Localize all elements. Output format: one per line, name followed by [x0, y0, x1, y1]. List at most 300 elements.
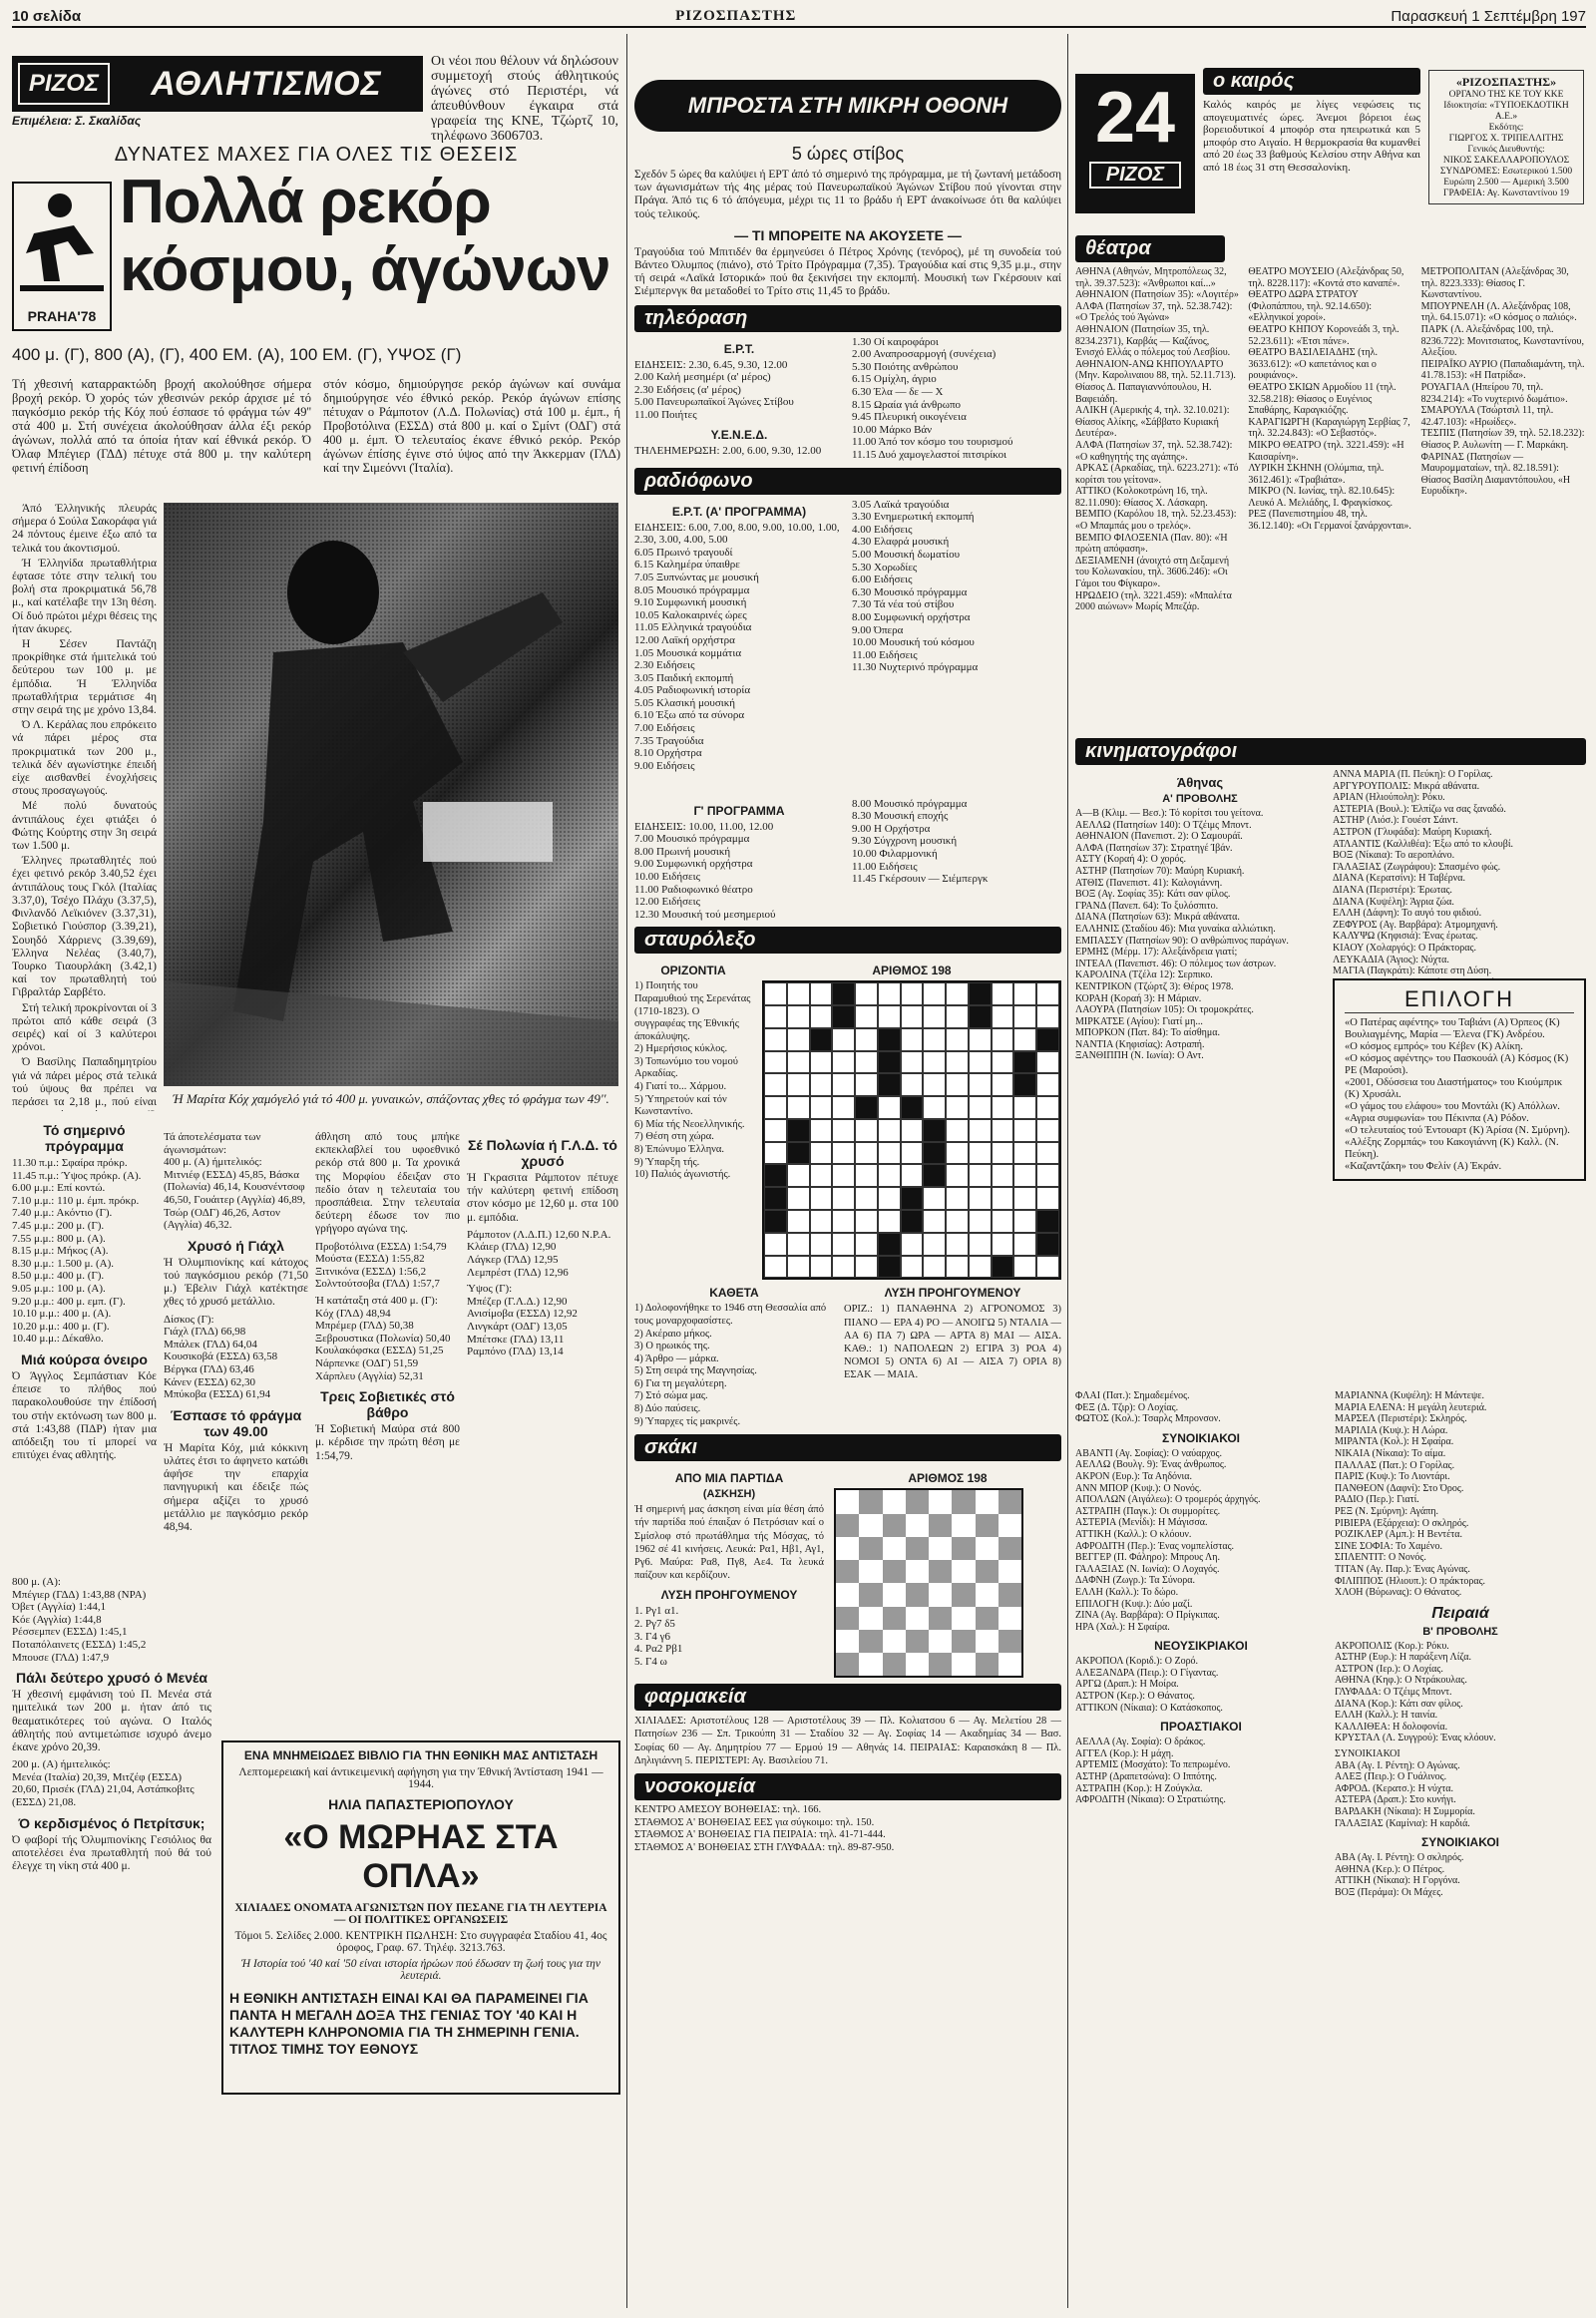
chess-square: [976, 1560, 998, 1583]
crossword-cell[interactable]: [946, 1164, 969, 1187]
crossword-cell[interactable]: [787, 1096, 810, 1119]
chess-square: [952, 1653, 975, 1676]
ad-info: Τόμοι 5. Σελίδες 2.000. ΚΕΝΤΡΙΚΗ ΠΩΛΗΣΗ: Στο συγγραφέα Σταδίου 41, 4ος όροφος, Γραφ. 67. Τηλέφ. 3213.763.: [234, 1930, 607, 1954]
chess-square: [883, 1583, 906, 1606]
ert3-schedule: ΕΙΔΗΣΕΙΣ: 10.00, 11.00, 12.00 7.00 Μουσικό πρόγραμμα 8.00 Πρωινή μουσική 9.00 Συμφωνική ορχήστρα 10.00 Ειδήσεις 11.00 Ραδιοφωνικό θέατρο 12.00 Ειδήσεις 12.30 Μουσική τού μεσημεριού: [634, 820, 776, 921]
crossword-cell[interactable]: [787, 1073, 810, 1096]
lead-paragraph-left: Τή χθεσινή καταρρακτώδη βροχή ακολούθησε σήμερα βροχή ρεκόρ. Ό χορός τών χθεσινών ρεκόρ άρχισε μέ τό παγκόσμιο ρεκόρ τής Κόχ πού έσπασε τό φράγμα τών 49'' στά 400 μ. Στή συνέχεια άκολούθησαν άλλα έξι ρεκόρ άγώνων, πολλά από τα όποία ήταν καί έθνικά ρεκόρ. Ό Όλαφ Μπέγιερ (ΓΔΔ) πέτυχε στά 800 μ. την καλύτερη φετινή έπίδοση: [12, 377, 311, 475]
chess-square: [998, 1630, 1021, 1653]
rizos-logo: ΡΙΖΟΣ: [18, 63, 110, 105]
weather-text: Καλός καιρός με λίγες νεφώσεις τις απογευματινές ώρες. Άνεμοι βόρειοι έως βορειοδυτικοί 4 μποφόρ στα ηπειρωτικά και 5 μποφόρ στο Αιγαίο. Η θερμοκρασία θα κυμανθεί από 20 έως 33 βαθμούς Κελσίου στην Αθήνα και από 18 έως 31 στη Θεσσαλονίκη.: [1203, 99, 1420, 174]
ad-pretitle: ΕΝΑ ΜΝΗΜΕΙΩΔΕΣ ΒΙΒΛΙΟ ΓΙΑ ΤΗΝ ΕΘΝΙΚΗ ΜΑΣ ΑΝΤΙΣΤΑΣΗ: [243, 1748, 598, 1762]
crossword-cell[interactable]: [923, 1187, 946, 1210]
chess-square: [906, 1514, 929, 1537]
ad-line: ΧΙΛΙΑΔΕΣ ΟΝΟΜΑΤΑ ΑΓΩΝΙΣΤΩΝ ΠΟΥ ΠΕΣΑΝΕ ΓΙΑ ΤΗ ΛΕΥΤΕΡΙΑ — ΟΙ ΠΟΛΙΤΙΚΕΣ ΟΡΓΑΝΩΣΕΙΣ: [234, 1902, 607, 1926]
synoikiakoi-2-list: ΑΒΑ (Αγ. Ι. Ρέντη): Ο σκληρός. ΑΘΗΝΑ (Κερ.): Ο Πέτρος. ΑΤΤΙΚΗ (Νίκαια): Η Γοργόνα. ΒΟΞ (Περάμα): Οι Μάχες.: [1335, 1852, 1464, 1898]
synoikiakoi-2-title: ΣΥΝΟΙΚΙΑΚΟΙ: [1421, 1835, 1499, 1850]
sub-article-text: Ή Όλυμπιονίκης καί κάτοχος τού παγκόσμιου ρεκόρ (71,50 μ.) Έβελιν Γιάχλ κατέκτησε χθες τό χρυσό μετάλλιο.: [164, 1256, 308, 1309]
crossword-cell[interactable]: [832, 1210, 855, 1233]
crossword-cell[interactable]: [764, 1005, 787, 1028]
crossword-cell[interactable]: [1013, 1119, 1036, 1142]
crossword-cell[interactable]: [992, 982, 1014, 1005]
pharmacy-list: ΧΙΛΙΑΔΕΣ: Αριστοτέλους 128 — Αριστοτέλους 39 — Πλ. Κολιατσου 6 — Αγ. Μελετίου 28 — Πατησίων 236 — Σπ. Τρικούπη 31 — Σταδίου 32 — Αγ. Σοφίας 14 — Ακαδημίας 34 — Βασ. Σοφίας 60 — Αγ. Δημητρίου 77 — Ερμού 19 — Αθηνάς 14. ΠΕΙΡΑΙΑΣ: Καραισκάκη 8 — Πλ. Δηλιγιάννη 5. ΠΕΡΙΣΤΕΡΙ: Αγ. Βασιλείου 71.: [634, 1716, 1061, 1766]
crossword-cell[interactable]: [992, 1187, 1014, 1210]
crossword-cell[interactable]: [810, 1005, 833, 1028]
crossword-cell[interactable]: [787, 1164, 810, 1187]
cinemas-first-run: Α' ΠΡΟΒΟΛΗΣ: [1162, 793, 1238, 805]
crossword-cell[interactable]: [1036, 1073, 1059, 1096]
crossword-cell[interactable]: [878, 1028, 901, 1051]
crossword-cell[interactable]: [1013, 982, 1036, 1005]
crossword-cell[interactable]: [1013, 1051, 1036, 1074]
crossword-cell[interactable]: [1013, 1142, 1036, 1165]
listen-text: Τραγούδια τού Μπιτιδέν θα έρμηνεύσει ό Πέτρος Χρόνης (τενόρος), μέ τη συνοδεία τού Βάντεο Όλυμπος (πιάνο), στό Τρίτο Πρόγραμμα (7,35). Τραγούδια καί στις 9,35 μ.μ., στην τή σειρά «Λαϊκά Ιστορικά» πού θα ξεκινήσει την εκπομπή. Μουσική των Γκέρσουιν καί Σιέμπερνγκ θα μεταδοθεί το Τρίτο στις 11,45 το βράδυ.: [634, 245, 1061, 298]
crossword-cell[interactable]: [787, 1051, 810, 1074]
chess-square: [976, 1583, 998, 1606]
chess-square: [976, 1490, 998, 1513]
crossword-cell[interactable]: [901, 1028, 924, 1051]
crossword-cell[interactable]: [764, 1210, 787, 1233]
crossword-cell[interactable]: [810, 1233, 833, 1256]
ert3-schedule-continued: 8.00 Μουσικό πρόγραμμα 8.30 Μουσική εποχής 9.00 Η Ορχήστρα 9.30 Σύγχρονη μουσική 10.00 Φιλαρμονική 11.00 Ειδήσεις 11.45 Γκέρσουιν — Σιέμπεργκ: [852, 797, 989, 886]
chess-number: ΑΡΙΘΜΟΣ 198: [908, 1471, 988, 1486]
crossword-cell[interactable]: [810, 982, 833, 1005]
theatres-block: [1075, 229, 1586, 735]
crossword-cell[interactable]: [901, 1051, 924, 1074]
results-block: Ύψος (Γ): Μπέζερ (Γ.Λ.Δ.) 12,90 Ανισίμοβα (ΕΣΣΔ) 12,92 Λινγκάρτ (ΟΔΓ) 13,05 Μπέτσκε (ΓΛΔ) 13,11 Ραμπόνο (ΓΛΔ) 13,14: [467, 1283, 578, 1358]
headline-line-1: Πολλά ρεκόρ: [120, 168, 491, 236]
listen-title: — ΤΙ ΜΠΟΡΕΙΤΕ ΝΑ ΑΚΟΥΣΕΤΕ —: [734, 226, 962, 243]
crossword-cell[interactable]: [969, 1028, 992, 1051]
crossword-cell[interactable]: [810, 1051, 833, 1074]
body-paragraph: Ό Βασίλης Παπαδημητρίου γιά νά πάρει μέρος στά τελικά τού ύψους θα πρέπει να περάσει τα 2,18 μ., πού είναι: [12, 1056, 157, 1108]
crossword-cell[interactable]: [878, 1119, 901, 1142]
crossword-cell[interactable]: [787, 1210, 810, 1233]
radio-section-bar: ραδιόφωνο: [634, 468, 1061, 495]
crossword-cell[interactable]: [878, 1210, 901, 1233]
chess-square: [836, 1560, 859, 1583]
crossword-cell[interactable]: [1013, 1028, 1036, 1051]
crossword-cell[interactable]: [1036, 1164, 1059, 1187]
chess-square: [952, 1630, 975, 1653]
crossword-cell[interactable]: [832, 1187, 855, 1210]
crossword-cell[interactable]: [1036, 1096, 1059, 1119]
crossword-cell[interactable]: [1036, 1005, 1059, 1028]
crossword-cell[interactable]: [901, 1142, 924, 1165]
crossword-cell[interactable]: [1036, 982, 1059, 1005]
crossword-cell[interactable]: [787, 1005, 810, 1028]
crossword-cell[interactable]: [855, 1164, 878, 1187]
ad-quote: Ή Ιστορία τού '40 καί '50 είναι ιστορία ήρώων πού έδωσαν τη ζωή τους για την λευτεριά.: [241, 1958, 600, 1982]
crossword-cell[interactable]: [992, 1233, 1014, 1256]
crossword-cell[interactable]: [901, 1210, 924, 1233]
crossword-cell[interactable]: [969, 1073, 992, 1096]
crossword-cell[interactable]: [1013, 1164, 1036, 1187]
chess-square: [952, 1490, 975, 1513]
sub-article-text: Ή Μαρίτα Κόχ, μιά κόκκινη υλάτες έτσι το άφηνετο κατώθι άφήσε την επαρχία πανηγυρική και έδειξε πώς σήμερα αξίζει το χρυσό μετάλλιο με παγκόσμιο ρεκόρ 48,94.: [164, 1441, 308, 1533]
crossword-solution-title: ΛΥΣΗ ΠΡΟΗΓΟΥΜΕΝΟΥ: [884, 1286, 1021, 1301]
crossword-cell[interactable]: [923, 1142, 946, 1165]
crossword-cell[interactable]: [901, 1164, 924, 1187]
crossword-cell[interactable]: [810, 1119, 833, 1142]
crossword-cell[interactable]: [969, 1210, 992, 1233]
selection-title: ΕΠΙΛΟΓΗ: [1345, 986, 1574, 1013]
chess-square: [929, 1607, 952, 1630]
crossword-cell[interactable]: [764, 1028, 787, 1051]
chess-square: [883, 1653, 906, 1676]
chess-square: [976, 1630, 998, 1653]
crossword-cell[interactable]: [992, 1142, 1014, 1165]
chess-square: [998, 1607, 1021, 1630]
crossword-cell[interactable]: [832, 1164, 855, 1187]
crossword-cell[interactable]: [901, 1187, 924, 1210]
crossword-cell[interactable]: [878, 1096, 901, 1119]
suburbs-list-2: ΜΑΡΙΛΙΑ (Κυψ.): Η Λώρα. ΜΙΡΑΝΤΑ (Κολ.): Η Σφαίρα. ΝΙΚΑΙΑ (Νίκαια): Το αίμα. ΠΑΛΛΑΣ (Πατ.): Ο Γορίλας. ΠΑΡΙΣ (Κυψ.): Το Λιοντάρι. ΠΑΝΘΕΟΝ (Δαφνί): Στο Όρος. ΡΑΔΙΟ (Περ.): Γιατί. ΡΕΞ (Ν. Σμύρνη): Αγάπη. ΡΙΒΙΕΡΑ (Εξάρχεια): Ο σκληρός. ΡΟΖΙΚΛΕΡ (Αμπ.): Η Βεντέτα. ΣΙΝΕ ΣΟΦΙΑ: Το Χαμένο. ΣΠΛΕΝΤΙΤ: Ο Νονός. ΤΙΤΑΝ (Αγ. Παρ.): Ένας Αγώνας. ΦΙΛΙΠΠΟΣ (Ηλιουπ.): Ο πράκτορας. ΧΛΟΗ (Βύρωνας): Ο Θάνατος.: [1335, 1424, 1486, 1599]
crossword-cell[interactable]: [969, 1051, 992, 1074]
sub-article-text: άθληση από τους μπήκε εκπεκλαβλεί του υφοεθνικό ρεκόρ στά 800 μ. Τα χρονικά της Μορφίου έδειξαν στο πεδίο όταν η τελευταία του προσπάθεια. Στην τελευταία δεύτερη έδωσε τον πιο γρήγορο αγώνα της.: [315, 1131, 460, 1236]
crossword-cell[interactable]: [923, 1210, 946, 1233]
pharmacy-section-bar: φαρμακεία: [634, 1684, 1061, 1711]
cinemas-list-3: ΦΛΑΙ (Πατ.): Σημαδεμένος. ΦΕΞ (Δ. Τζιρ): Ο Λοχίας. ΦΩΤΟΣ (Κολ.): Τσαρλς Μπρονσον.: [1075, 1390, 1221, 1425]
chess-square: [859, 1560, 882, 1583]
chess-square: [906, 1653, 929, 1676]
chess-square: [929, 1537, 952, 1560]
crossword-cell[interactable]: [946, 1096, 969, 1119]
crossword-cell[interactable]: [946, 1256, 969, 1279]
proastiakoi-title: ΠΡΟΑΣΤΙΑΚΟΙ: [1160, 1720, 1242, 1735]
chess-solution: 1. Ργ1 α1. 2. Ργ7 δ5 3. Γ4 γ6 4. Ρα2 Ρβ1 5. Γ4 ω: [634, 1605, 683, 1668]
piraeus-title: Πειραιά: [1431, 1604, 1489, 1622]
crossword-cell[interactable]: [855, 1233, 878, 1256]
body-paragraph: Ό Λ. Κεράλας που επρόκειτο νά πάρει μέρος στα προκριματικά των 200 μ., τελικά δέν αγωνίστηκε έπειδή είχε αισθανθεί ένοχλήσεις στους προσαγωγούς.: [12, 719, 157, 798]
crossword-cell[interactable]: [946, 1210, 969, 1233]
crossword-cell[interactable]: [832, 1028, 855, 1051]
sports-banner: [12, 56, 423, 112]
crossword-cell[interactable]: [946, 1005, 969, 1028]
ad-book-title: «Ο ΜΩΡΗΑΣ ΣΤΑ ΟΠΛΑ»: [283, 1818, 559, 1895]
page-header: [12, 6, 1586, 28]
crossword-cell[interactable]: [1013, 1256, 1036, 1279]
crossword-cell[interactable]: [764, 1142, 787, 1165]
chess-square: [836, 1514, 859, 1537]
chess-square: [836, 1490, 859, 1513]
crossword-cell[interactable]: [764, 1187, 787, 1210]
results-column-b: [315, 1131, 460, 1570]
crossword-cell[interactable]: [923, 1233, 946, 1256]
crossword-cell[interactable]: [855, 1005, 878, 1028]
crossword-cell[interactable]: [901, 982, 924, 1005]
chess-square: [906, 1583, 929, 1606]
marita-koch-photo: [164, 503, 618, 1086]
crossword-cell[interactable]: [946, 1073, 969, 1096]
main-headline: [120, 169, 618, 304]
crossword-cell[interactable]: [855, 1210, 878, 1233]
chess-text: Ή σημερινή μας άσκηση είναι μία θέση άπό τήν παρτίδα πού έπαιξαν ό Πετρόσιαν καί ο Σμίσλοφ στό πρωτάθλημα τής Μόσχας, τό 1962 σέ 41 κινήσεις. Λευκά: Ρα1, Ηβ1, Αγ1, Ργ6. Μαύρα: Ρα8, Πγ8, Αε4. Τα λευκά παίζουν και κερδίζουν.: [634, 1504, 824, 1582]
yened-title: Υ.Ε.Ν.Ε.Δ.: [710, 427, 768, 442]
crossword-cell[interactable]: [855, 1256, 878, 1279]
crossword-cell[interactable]: [1013, 1233, 1036, 1256]
crossword-cell[interactable]: [969, 1233, 992, 1256]
crossword-cell[interactable]: [787, 1028, 810, 1051]
tv-section-bar: τηλεόραση: [634, 305, 1061, 332]
sub-headline: Πάλι δεύτερο χρυσό ό Μενέα: [16, 1670, 207, 1687]
chess-section-bar: σκάκι: [634, 1434, 1061, 1461]
crossword-grid[interactable]: [762, 980, 1061, 1280]
crossword-cell[interactable]: [969, 1096, 992, 1119]
sub-headline: Μιά κούρσα όνειρο: [21, 1351, 148, 1367]
crossword-cell[interactable]: [946, 1051, 969, 1074]
crossword-cell[interactable]: [901, 1096, 924, 1119]
column-divider: [626, 34, 627, 2308]
crossword-cell[interactable]: [810, 1096, 833, 1119]
crossword-cell[interactable]: [810, 1210, 833, 1233]
suburbs-list-1: ΑΒΑΝΤΙ (Αγ. Σοφίας): Ο ναύαρχος. ΑΕΛΛΩ (Βουλγ. 9): Ένας άνθρωπος. ΑΚΡΟΝ (Ευρ.): Τα Αηδόνια. ΑΝΝ ΜΠΟΡ (Κυψ.): Ο Νονός. ΑΠΟΛΛΩΝ (Αιγάλεω): Ο τρομερός άρχηγός. ΑΣΤΡΑΠΗ (Παγκ.): Οι συμμορίτες. ΑΣΤΕΡΙΑ (Μενίδι): Η Μάγισσα. ΑΤΤΙΚΗ (Καλλ.): Ο κλόουν. ΑΦΡΟΔΙΤΗ (Περ.): Ένας νομπελίστας. ΒΕΓΓΕΡ (Π. Φάληρο): Μπρους Λη. ΓΑΛΑΞΙΑΣ (Ν. Ιωνία): Ο Λοχαγός. ΔΑΦΝΗ (Ζωγρ.): Τα Σύνορα. ΕΛΛΗ (Καλλ.): Το δώρο. ΕΠΙΛΟΓΗ (Κυψ.): Δύο μαζί. ΖΙΝΑ (Αγ. Βαρβάρα): Ο Πρίγκιπας. ΗΡΑ (Χαλ.): Η Σφαίρα.: [1075, 1447, 1261, 1633]
crossword-cell[interactable]: [878, 1005, 901, 1028]
chess-square: [998, 1653, 1021, 1676]
crossword-cell[interactable]: [1036, 1256, 1059, 1279]
ad-line: Λεπτομερειακή καί άντικειμενική αφήγηση για την Έθνική Άντίσταση 1941 — 1944.: [238, 1766, 603, 1790]
crossword-cell[interactable]: [855, 1051, 878, 1074]
crossword-cell[interactable]: [969, 1142, 992, 1165]
crossword-cell[interactable]: [992, 1256, 1014, 1279]
crossword-cell[interactable]: [1036, 1028, 1059, 1051]
results-block: Ράμποτον (Λ.Δ.Π.) 12,60 Ν.Ρ.Α. Κλάιερ (ΓΛΔ) 12,90 Λάγκερ (ΓΛΔ) 12,95 Λεμπρέστ (ΓΛΔ) 12,96: [467, 1228, 611, 1279]
ert-schedule: ΕΙΔΗΣΕΙΣ: 2.30, 6.45, 9.30, 12.00 2.00 Καλή μεσημέρι (α' μέρος) 2.30 Ειδήσεις (α' μέρος) 5.00 Πανευρωπαϊκοί Άγώνες Στίβου 11.00 Ποιήτες: [634, 358, 794, 421]
body-paragraph: Στή τελική προκρίνονται οί 3 πρώτοι από κάθε σειρά (3 σειρές) καί οί 3 καλύτεροι χρόνοι.: [12, 1001, 157, 1054]
horizontal-title: ΟΡΙΖΟΝΤΙΑ: [660, 964, 726, 978]
crossword-cell[interactable]: [969, 1187, 992, 1210]
crossword-cell[interactable]: [923, 1096, 946, 1119]
masthead-info: ΟΡΓΑΝΟ ΤΗΣ ΚΕ ΤΟΥ ΚΚΕ Ιδιοκτησία: «ΤΥΠΟΕΚΔΟΤΙΚΗ Α.Ε.» Εκδότης: ΓΙΩΡΓΟΣ Χ. ΤΡΙΠΕΛΛΙΤΗΣ Γενικός Διευθυντής: ΝΙΚΟΣ ΣΑΚΕΛΛΑΡΟΠΟΥΛΟΣ ΣΥΝΔΡΟΜΕΣ: Εσωτερικού 1.500 Ευρώπη 2.500 — Αμερική 3.500 ΓΡΑΦΕΙΑ: Αγ. Κωνσταντίνου 19: [1439, 90, 1573, 198]
crossword-cell[interactable]: [764, 982, 787, 1005]
crossword-cell[interactable]: [923, 1256, 946, 1279]
cinemas-lower: [1075, 1390, 1586, 1899]
body-paragraph: Ή Έλληνίδα πρωταθλήτρια έφτασε τότε στην τελική του βολή στα προκριματικά 56,78 μ., καί κατέλαβε την 13η θέση. Οί δυό πρώτοι μέχρι θέσεις της ήταν άκυρες.: [12, 557, 157, 635]
crossword-cell[interactable]: [946, 1119, 969, 1142]
crossword-cell[interactable]: [992, 1028, 1014, 1051]
crossword-cell[interactable]: [810, 1256, 833, 1279]
weather-block: [1203, 68, 1420, 174]
crossword-cell[interactable]: [878, 1073, 901, 1096]
sub-article-text: Ή χθεσινή εμφάνιση τού Π. Μενέα στά ημιτελικά των 200 μ. ήταν άπό τις θεαματικότερες τού αγώνα. Ο Ιταλός άθλητής πού αντιμετώπισε ισχυρό άνεμο έκανε χρόνο 20,39.: [12, 1689, 211, 1753]
crossword-cell[interactable]: [810, 1073, 833, 1096]
crossword-cell[interactable]: [764, 1233, 787, 1256]
crossword-cell[interactable]: [992, 1051, 1014, 1074]
crossword-cell[interactable]: [992, 1119, 1014, 1142]
crossword-cell[interactable]: [787, 1256, 810, 1279]
crossword-cell[interactable]: [832, 1073, 855, 1096]
crossword-cell[interactable]: [878, 1187, 901, 1210]
chess-square: [906, 1560, 929, 1583]
crossword-cell[interactable]: [855, 1187, 878, 1210]
crossword-cell[interactable]: [787, 1187, 810, 1210]
crossword-cell[interactable]: [878, 1233, 901, 1256]
crossword-cell[interactable]: [946, 982, 969, 1005]
cinemas-city: Άθηνας: [1176, 775, 1224, 790]
crossword-cell[interactable]: [923, 1051, 946, 1074]
yened-schedule: ΤΗΛΕΗΜΕΡΩΣΗ: 2.00, 6.00, 9.30, 12.00: [634, 444, 822, 457]
chess-square: [906, 1630, 929, 1653]
chess-board: [834, 1488, 1023, 1678]
crossword-cell[interactable]: [992, 1164, 1014, 1187]
lead-paragraph-right: στόν κόσμο, δημιούργησε ρεκόρ άγώνων καί συνάμα δημιούργησε νέο έθνικό ρεκόρ. Ρεκόρ άγώνων επίσης πέτυχαν ο Ράμποτον (Λ.Δ. Πολωνίας) στά 100 μ. έμπ., ή Προβοτόλινα (ΕΣΣΔ) στά 800 μ. καί ο Σμίντ (ΟΔΓ) στά 400 μ. έμπ. Ό τελευταίος έκανε έθνικό ρεκόρ. Ρεκόρ άγώνων έπίσης έγινε στό ύψος από την Άκκερμαν (ΓΛΔ) καί την Σιμεόννι (Ίταλία).: [323, 377, 620, 475]
crossword-cell[interactable]: [901, 1256, 924, 1279]
hospitals-list: ΚΕΝΤΡΟ ΑΜΕΣΟΥ ΒΟΗΘΕΙΑΣ: τηλ. 166. ΣΤΑΘΜΟΣ Α' ΒΟΗΘΕΙΑΣ ΕΕΣ για σύγκοιμο: τηλ. 150. ΣΤΑΘΜΟΣ Α' ΒΟΗΘΕΙΑΣ ΓΙΑ ΠΕΙΡΑΙΑ: τηλ. 41-71-444. ΣΤΑΘΜΟΣ Α' ΒΟΗΘΕΙΑΣ ΣΤΗ ΓΛΥΦΑΔΑ: τηλ. 89-87-950.: [634, 1804, 895, 1853]
chess-square: [929, 1560, 952, 1583]
crossword-cell[interactable]: [855, 982, 878, 1005]
crossword-cell[interactable]: [992, 1210, 1014, 1233]
crossword-cell[interactable]: [901, 1233, 924, 1256]
tv-feature-title: 5 ώρες στίβος: [791, 144, 905, 164]
crossword-cell[interactable]: [855, 1096, 878, 1119]
crossword-cell[interactable]: [992, 1005, 1014, 1028]
crossword-cell[interactable]: [946, 1142, 969, 1165]
body-paragraph: Έλληνες πρωταθλητές πού έχει φετινό ρεκόρ 3.40,52 έχει άντιπάλους τους Γκόλ (Ιταλίας 3.37,0), Τσέχο Πλάχυ (3.37,5), Φινλανδό Λεϊκιόνεν (3.37,31), Σοβιετικό Γιούσπορ (3.39,21), Σουηδό Χάρριενς (3.39,69), Έλληνα Νελέας (3.40,7), Τουρκο Τιαουρλάκη (3.42,1) καί τον πρωταθλητή τού Γιβραλτάρ Σαρβέτο.: [12, 855, 157, 999]
crossword-cell[interactable]: [810, 1187, 833, 1210]
crossword-cell[interactable]: [1036, 1210, 1059, 1233]
crossword-cell[interactable]: [1036, 1051, 1059, 1074]
weather-title: ο καιρός: [1203, 68, 1420, 95]
horizontal-clues: 1) Ποιητής του Παραμυθιού της Σερενάτας (1710-1823). Ο συγγραφέας της Έθνικής άποκάλυψης. 2) Ημερήσιος κύκλος. 3) Τοπωνύμιο του νομού Αρκαδίας. 4) Γιατί το... Χάρμου. 5) Ύπηρετούν καί τόν Κωνσταντίνο. 6) Μία τής Νεοελληνικής. 7) Θέση στη χώρα. 8) Έπώνυμο Έλληνα. 9) Ύπαρξη τής. 10) Παλιός άγωνιστής.: [634, 980, 751, 1181]
crossword-cell[interactable]: [855, 1028, 878, 1051]
piraeus-list-2: ΣΥΝΟΙΚΙΑΚΟΙ ΑΒΑ (Αγ. Ι. Ρέντη): Ο Αγώνας. ΑΛΕΞ (Πειρ.): Ο Γυάλινος. ΑΦΡΟΔ. (Κερατσ.): Η νύχτα. ΑΣΤΕΡΑ (Δραπ.): Στο κυνήγι. ΒΑΡΔΑΚΗ (Νίκαια): Η Συμμορία. ΓΑΛΑΞΙΑΣ (Καμίνια): Η καρδιά.: [1335, 1748, 1475, 1829]
crossword-cell[interactable]: [1013, 1187, 1036, 1210]
crossword-cell[interactable]: [1036, 1119, 1059, 1142]
sub-headline: Έσπασε τό φράγμα των 49.00: [170, 1406, 302, 1439]
crossword-cell[interactable]: [787, 1119, 810, 1142]
crossword-cell[interactable]: [878, 1142, 901, 1165]
crossword-cell[interactable]: [992, 1096, 1014, 1119]
crossword-cell[interactable]: [832, 1005, 855, 1028]
crossword-cell[interactable]: [946, 1233, 969, 1256]
crossword-cell[interactable]: [855, 1142, 878, 1165]
crossword-cell[interactable]: [832, 1096, 855, 1119]
ert1-title: Ε.Ρ.Τ. (Α' ΠΡΟΓΡΑΜΜΑ): [671, 504, 807, 519]
sub-article-text: Ό Άγγλος Σεμπάστιαν Κόε έπεισε το πλήθος πού παρακολουθούσε την έπίδοσή του στήν εκτόνωση των 800 μ. στά 1:43,88 (ΠΔΡ) ήταν μια απόδειξη του τί μπορεί να επιτύχει ένας αθλητής.: [12, 1369, 157, 1462]
crossword-solution: ΟΡΙΖ.: 1) ΠΑΝΑΘΗΝΑ 2) ΑΓΡΟΝΟΜΟΣ 3) ΠΙΑΝΟ — ΕΡΑ 4) ΡΟ — ΑΝΟΙΓΩ 5) ΝΤΑΛΙΑ — ΑΑ 6) ΠΑ 7) ΩΡΑ — ΑΡΤΑ 8) ΜΑΙ — ΑΙΣΑ. ΚΑΘ.: 1) ΝΑΠΟΛΕΩΝ 2) ΕΓΙΡΑ 3) ΡΟΑ 4) ΝΟΜΟΙ 5) ΟΝΤΑ 6) ΑΙ — ΑΙΣΑ 7) ΟΡΙΑ 8) ΕΣΑΚ — ΜΑΙΑ.: [844, 1304, 1061, 1381]
crossword-cell[interactable]: [810, 1164, 833, 1187]
suburbs-title: ΣΥΝΟΙΚΙΑΚΟΙ: [1162, 1430, 1240, 1445]
piraeus-subtitle: Β' ΠΡΟΒΟΛΗΣ: [1422, 1625, 1498, 1638]
sports-lower-left: [12, 1576, 211, 2314]
crossword-cell[interactable]: [969, 1119, 992, 1142]
photo-caption: Ή Μαρίτα Κόχ χαμόγελό γιά τό 400 μ. γυναικών, σπάζοντας χθες τό φράγμα των 49''.: [173, 1091, 609, 1106]
hospitals-section-bar: νοσοκομεία: [634, 1773, 1061, 1800]
crossword-cell[interactable]: [969, 982, 992, 1005]
sub-headline: Χρυσό ή Γιάχλ: [188, 1237, 284, 1254]
crossword-cell[interactable]: [832, 982, 855, 1005]
crossword-cell[interactable]: [992, 1073, 1014, 1096]
chess-square: [859, 1630, 882, 1653]
crossword-cell[interactable]: [969, 1256, 992, 1279]
chess-square: [859, 1583, 882, 1606]
crossword-cell[interactable]: [832, 1051, 855, 1074]
chess-square: [836, 1630, 859, 1653]
crossword-cell[interactable]: [764, 1119, 787, 1142]
chess-square: [883, 1630, 906, 1653]
sub-article-text: Ή Γκρασιτα Ράμποτον πέτυχε τήν καλύτερη φετινή επίδοση στον κόσμο με 12,60 μ. στα 100 μ. εμπόδια.: [467, 1172, 618, 1224]
crossword-cell[interactable]: [923, 1164, 946, 1187]
crossword-cell[interactable]: [901, 1119, 924, 1142]
chess-square: [976, 1537, 998, 1560]
crossword-cell[interactable]: [1013, 1096, 1036, 1119]
crossword-cell[interactable]: [764, 1073, 787, 1096]
theatres-list-1: ΑΘΗΝΑ (Αθηνών, Μητροπόλεως 32, τηλ. 39.37.523): «Άνθρωποι καί...» ΑΘΗΝΑΙΟΝ (Πατησίων 35): «Λογιτέρ» ΑΛΦΑ (Πατησίων 37, τηλ. 52.38.742): «Ο Τρελός τού Άγώνα» ΑΘΗΝΑΙΟΝ (Πατησίων 35, τηλ. 8234.2371), Καρβάς — Καζάνος, Ένισχό Ελλάς ο πόλεμος τού Λεσβίου. ΑΘΗΝΑΙΟΝ-ΑΝΩ ΚΗΠΟΥΛΑΡΤΟ (Μην. Καρολιναιου 88, τηλ. 52.11.713). Θίασος Δ. Παπαγιαννόπουλου, Η. Βαφειάδη. ΑΛΙΚΗ (Αμερικής 4, τηλ. 32.10.021): Θίασος Αλίκης, «Σάββατο Κυριακή Δευτέρα». ΑΛΦΑ (Πατησίων 37, τηλ. 52.38.742): «Ο καθηγητής της αγάπης». ΑΡΚΑΣ (Αρκαδίας, τηλ. 6223.271): «Τό κορίτσι του γείτονα». ΑΤΤΙΚΟ (Κολοκοτρώνη 16, τηλ. 82.11.090): Θίασος Χ. Λάσκαρη. ΒΕΜΠΟ (Καρόλου 18, τηλ. 52.23.453): «Ο Μπαμπάς μου ο τρελός». ΒΕΜΠΟ ΦΙΛΟΞΕΝΙΑ (Παν. 80): «Ή πρώτη απόφαση». ΔΕΞΙΑΜΕΝΗ (άνοιχτό στη Δεξαμενή του Κολωνακίου, τηλ. 3606.246): «Οι Γάμοι του Φίγκαρο». ΗΡΩΔΕΙΟ (τηλ. 3221.459): «Μπαλέτα 2000 αιώνων» Μωρίς Μπεζάρ.: [1075, 266, 1239, 613]
theatres-title: θέατρα: [1075, 235, 1225, 262]
crossword-cell[interactable]: [878, 982, 901, 1005]
crossword-cell[interactable]: [923, 1028, 946, 1051]
crossword-cell[interactable]: [1036, 1187, 1059, 1210]
theatres-list-2: ΘΕΑΤΡΟ ΜΟΥΣΕΙΟ (Αλεξάνδρας 50, τηλ. 8228.117): «Κοντά στο καναπέ». ΘΕΑΤΡΟ ΔΩΡΑ ΣΤΡΑΤΟΥ (Φιλοπάππου, τηλ. 92.14.650): «Ελληνικοί χοροί». ΘΕΑΤΡΟ ΚΗΠΟΥ Κορονεάδι 3, τηλ. 52.23.611): «Έτσι πάνε». ΘΕΑΤΡΟ ΒΑΣΙΛΕΙΑΔΗΣ (τηλ. 3633.612): «Ο καπετάνιος και ο ρουφιάνος». ΘΕΑΤΡΟ ΣΚΙΩΝ Αρμοδίου 11 (τηλ. 32.58.218): Θίασος ο Ευγένιος Σπαθάρης, Καραγκιόζης. ΚΑΡΑΓΙΩΡΓΗ (Καραγιώργη Σερβίας 7, τηλ. 32.24.843): «Ο Σεβαστός». ΜΙΚΡΟ ΘΕΑΤΡΟ (τηλ. 3221.459): «Η Καισαρίνη». ΛΥΡΙΚΗ ΣΚΗΝΗ (Ολύμπια, τηλ. 3612.461): «Τραβιάτα». ΜΙΚΡΟ (Ν. Ιωνίας, τηλ. 82.10.645): Λευκό Α. Μελιάδης, Ι. Φραγκίσκος. ΡΕΞ (Πανεπιστημίου 48, τηλ. 36.12.140): «Οι Γερμανοί ξανάρχονται».: [1248, 266, 1411, 533]
crossword-cell[interactable]: [923, 1005, 946, 1028]
crossword-cell[interactable]: [946, 1028, 969, 1051]
selection-box: [1333, 978, 1586, 1181]
chess-square: [836, 1607, 859, 1630]
crossword-cell[interactable]: [1013, 1005, 1036, 1028]
crossword-cell[interactable]: [1036, 1233, 1059, 1256]
crossword-cell[interactable]: [810, 1028, 833, 1051]
crossword-cell[interactable]: [901, 1073, 924, 1096]
crossword-cell[interactable]: [969, 1164, 992, 1187]
crossword-cell[interactable]: [901, 1005, 924, 1028]
crossword-cell[interactable]: [764, 1051, 787, 1074]
crossword-cell[interactable]: [832, 1256, 855, 1279]
crossword-cell[interactable]: [855, 1073, 878, 1096]
crossword-cell[interactable]: [878, 1051, 901, 1074]
crossword-cell[interactable]: [810, 1142, 833, 1165]
crossword-cell[interactable]: [764, 1256, 787, 1279]
chess-square: [976, 1653, 998, 1676]
crossword-cell[interactable]: [1013, 1073, 1036, 1096]
crossword-cell[interactable]: [832, 1233, 855, 1256]
crossword-cell[interactable]: [923, 1073, 946, 1096]
selection-list: «Ο Πατέρας αφέντης» του Ταβιάνι (Α) Όρπεος (Κ) Βουλιαγμένης, Μαρία — Έλενα (ΓΚ) Ανδρέου. «Ο κόσμος εμπρός» του Κέβεν (Κ) Αλίκη. «Ο κόσμος αφέντης» του Πασκουάλ (Α) Κόσμος (Κ) ΡΕ (Μαρούσι). «2001, Οδύσσεια του Διαστήματος» του Κιούμπρικ (Κ) Χρυσάλι. «Ο γάμος του ελάφου» του Μοντάλι (Κ) Απόλλων. «Αγρια συμφωνία» του Πέκινπα (Α) Ρόδον. «Ο τελευταίος τού Έντουαρτ (Κ) Άρίσα (Ν. Σμύρνη). «Αλέξης Ζορμπάς» του Κακογιάννη (Κ) Καλλ. (Ν. Πεύκη). «Καζαντζάκη» του Φελίν (Α) Έκράν.: [1345, 1017, 1570, 1172]
ert-title: Ε.Ρ.Τ.: [723, 341, 755, 356]
crossword-cell[interactable]: [764, 1096, 787, 1119]
crossword-cell[interactable]: [1036, 1142, 1059, 1165]
crossword-cell[interactable]: [878, 1164, 901, 1187]
crossword-cell[interactable]: [832, 1142, 855, 1165]
chess-square: [929, 1490, 952, 1513]
crossword-cell[interactable]: [923, 982, 946, 1005]
crossword-cell[interactable]: [764, 1164, 787, 1187]
ad-banner: Η ΕΘΝΙΚΗ ΑΝΤΙΣΤΑΣΗ ΕΙΝΑΙ ΚΑΙ ΘΑ ΠΑΡΑΜΕΙΝΕΙ ΓΙΑ ΠΑΝΤΑ Η ΜΕΓΑΛΗ ΔΟΞΑ ΤΗΣ ΓΕΝΙΑΣ ΤΟΥ '40 ΚΑΙ Η ΚΑΛΥΤΕΡΗ ΚΛΗΡΟΝΟΜΙΑ ΓΙΑ ΤΗ ΣΗΜΕΡΙΝΗ ΓΕΝΙΑ. ΤΙΤΛΟΣ ΤΙΜΗΣ ΤΟΥ ΕΘΝΟΥΣ: [229, 1990, 589, 2057]
chess-square: [836, 1653, 859, 1676]
crossword-cell[interactable]: [787, 1142, 810, 1165]
body-paragraph: Άπό Έλληνικής πλευράς σήμερα ό Σούλα Σακοράφα γιά 24 πόντους έμεινε έξω από τα τελικά του άκοντισμού.: [12, 503, 157, 555]
crossword-cell[interactable]: [787, 982, 810, 1005]
headline-line-2: κόσμου, άγώνων: [120, 235, 610, 304]
crossword-cell[interactable]: [946, 1187, 969, 1210]
results-block: Τά άποτελέσματα των άγωνισμάτων: 400 μ. (Α) ήμιτελικός: Μιτνιέφ (ΕΣΣΔ) 45,85, Βάσκα (Πολωνία) 46,14, Κουσνέντσοφ 46,50, Γουάιτερ (Αγγλία) 46,89, Τσώρ (ΟΔΓ) 46,26, Αστον (Αγγλία) 46,32.: [164, 1131, 306, 1232]
crossword-cell[interactable]: [832, 1119, 855, 1142]
crossword-cell[interactable]: [855, 1119, 878, 1142]
vertical-title: ΚΑΘΕΤΑ: [709, 1286, 759, 1301]
crossword-cell[interactable]: [923, 1119, 946, 1142]
ert-schedule-continued: 1.30 Οί καιροφάροι 2.00 Αναπροσαρμογή (συνέχεια) 5.30 Ποιότης ανθρώπου 6.15 Ομίχλη, άγριο 6.30 Έλα — δε — Χ 8.15 Ωραία γιά άνθρωπο 9.45 Πλευρική οικογένεια 10.00 Μάρκο Βάν: [852, 335, 997, 436]
crossword-cell[interactable]: [878, 1256, 901, 1279]
box-24-label: ΡΙΖΟΣ: [1089, 162, 1181, 189]
sports-section-title: ΑΘΛΗΤΙΣΜΟΣ: [151, 64, 382, 103]
chess-square: [929, 1653, 952, 1676]
tv-banner: ΜΠΡΟΣΤΑ ΣΤΗ ΜΙΚΡΗ ΟΘΟΝΗ: [634, 80, 1061, 132]
chess-square: [952, 1537, 975, 1560]
crossword-cell[interactable]: [969, 1005, 992, 1028]
chess-subtitle-2: (ΑΣΚΗΣΗ): [702, 1488, 756, 1501]
registration-note: Οι νέοι που θέλουν νά δηλώσουν συμμετοχή στούς άθλητικούς άγώνες στό Περιστέρι, νά άπευθύνθουν έγκαιρα στά γραφεία της ΚΝΕ, Τζώρτζ 10, τηλέφωνο 3606703.: [431, 54, 618, 144]
crossword-cell[interactable]: [787, 1233, 810, 1256]
crossword-cell[interactable]: [1013, 1210, 1036, 1233]
